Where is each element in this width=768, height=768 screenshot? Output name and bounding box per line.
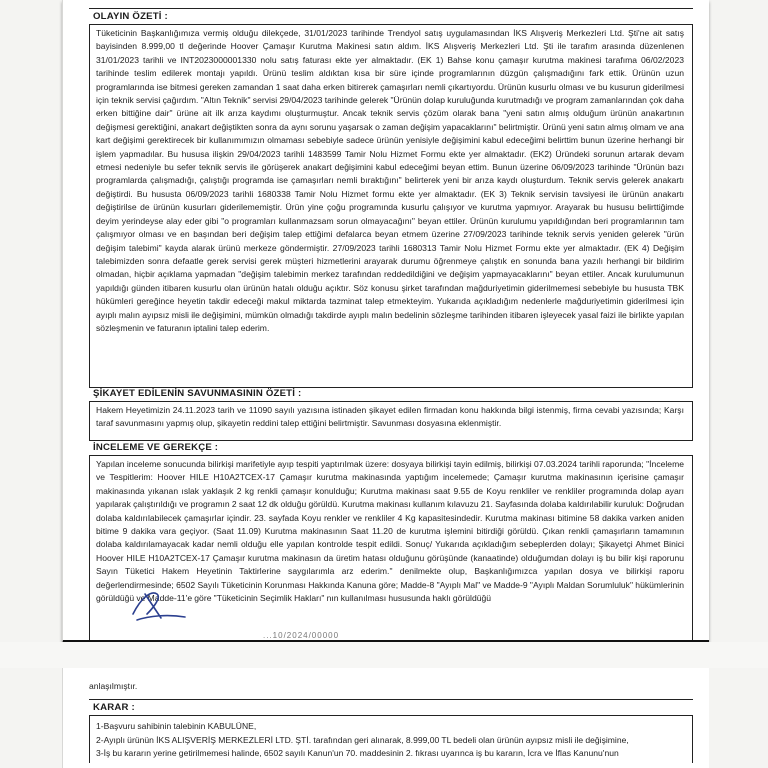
olay-text: Tüketicinin Başkanlığımıza vermiş olduğu dilekçede, 31/01/2023 tarihinde Trendyol satış uygulamasından İKS Alışveriş Merkezleri Ltd. Şti'ne ait satış bayisinden 8.999,00 tl değerinde Hoover Çamaşır Kurutma Makinesi satın aldım. İKS Alışveriş Merkezleri Ltd. Şti ile tarafım arasında düzenlenen 31/01/2023 tarihli ve INT2023000001330 nolu satış faturası ekte yer almaktadır. (EK 1) Bahse konu çamaşır kurutma makinesi tarafıma 06/02/2023 tarihinde teslim edilerek montajı yapıldı. Ürünü teslim aldıktan kısa bir süre içinde programlarının düzgün çalışmadığını fark ettik. Ürünün uzun programlarında ise bitmesi gereken zamandan 1 saat daha erken bitirerek çamaşırları nemli çıkartıyordu. Ürünün kusurlu olması ve bu kusurun giderilmesi için teknik servisi çağırdım. "Altın Teknik" servisi 29/04/2023 tarihinde gelerek "Ürünün dolap kuruluğunda kurutmadığı ve program zamanlarından çok daha erken bittiğine dair" ürüne ait ilk arıza kaydımı oluşturmuştur. Ancak teknik servis çözüm olarak bana "yeni satın almış olduğum ürünün anakartının değişmesi gerektiğini, anakart değiştikten sonra da aynı sorunu yaşarsak o zaman değişim yapacaklarını" belirtmiştir. Ürünü yeni satın almış olmam ve ana kart değişimi gerektirecek bir kullanımımızın olmaması sebebiyle sadece ürünün yenisiyle değişimini kabul edeceğimi belirttim bunun üzerine herhangi bir işlem yapmadılar. Bu hususa ilişkin 29/04/2023 tarihli 1483599 Tamir Nolu Hizmet Formu ekte yer almaktadır. (EK2) Üründeki sorunun artarak devam etmesi nedeniyle bu sefer teknik servis ile görüşerek anakart değişimini kabul edeceğimi beyan ettim. Bunun üzerine 06/09/2023 tarihinde "Ürünün bazı programlarda çalışmadığı, çalıştığı programda ise çamaşırları nemli bıraktığını" belirterek yeni bir arıza kaydı oluşturdum. Teknik servis gelerek anakartı değiştirdi. Bu hususta 06/09/2023 tarihli 1680338 Tamir Nolu Hizmet formu ekte yer almaktadır. (EK 3) Teknik servisin tavsiyesi ile ürünün anakartı değiştirilse de ürünün kusurları giderilememiştir. Ürün yine çoğu programında kusurlu çalışıyor ve kurutma yapmıyor. Arayarak bu hususu belirttiğimde deyim yerindeyse alay eder gibi "o programları kullanmazsam sorun olmayacağını" beyan ettiler. Ürünün kurulumu yapıldığından beri programlarının tam çalışmıyor olması ve en başından beri değişim talep ettiğimi defalarca beyan etmem üzerine 27/09/2023 tarihinde teknik servis yeniden gelerek "ürün değişim talebimi" kayda alarak ürünü merkeze göndermiştir. 27/09/2023 tarihli 1680313 Tamir Nolu Hizmet Formu ekte yer almaktadır. (EK 4) Değişim talebimizden sonra defaatle gerek servisi gerek müşteri hizmetlerini arayarak durumu öğrenmeye çalıştık en sonunda bana yazılı herhangi bir bildirim olmadan, hiçbir açıklama yapmadan "değişim talebimin merkez tarafından reddedildiğini ve değişim yapmayacaklarını" beyan ettiler. Ancak kurulumunun yapıldığı günden itibaren kusurlu olan ürünün hatalı olduğu açıktır. Söz konusu şirket tarafından mağduriyetimin giderilmemesi sebebiyle bu hususta TBK hükümleri gereğince heyetin takdir edeceği makul miktarda tazminat talep etmekteyim. Yukarıda açıkladığım nedenlerle mağduriyetimin giderilmesi için ayıplı malın ayıpsız misli ile değişimini, mümkün olmadığı takdirde ayıplı malın bedelinin sözleşme tarihinden itibaren işleyecek yasal faizi ile birlikte yapılan sözleşmenin ve faturanın iptalini talep ederim.: [96, 28, 684, 333]
document-page-2: [62, 668, 709, 768]
savunma-text: Hakem Heyetimizin 24.11.2023 tarih ve 11090 sayılı yazısına istinaden şikayet edilen firmadan konu hakkında bilgi istenmiş, firma cevabi yazısında; Karşı taraf savunmasını yapmış olup, şikayetin reddini talep ettiğini belirtmiştir. Savunması dosyasına eklenmiştir.: [96, 405, 684, 429]
section-olay: [89, 8, 693, 388]
page-gap: [0, 642, 768, 668]
savunma-heading: ŞİKAYET EDİLENİN SAVUNMASININ ÖZETİ :: [93, 388, 302, 399]
inceleme-text: Yapılan inceleme sonucunda bilirkişi marifetiyle ayıp tespiti yaptırılmak üzere: dosyaya bilirkişi tayin edilmiş, bilirkişi 07.03.2024 tarihli raporunda; "İnceleme ve Tespitlerim: Hoover HILE H10A2TCEX-17 Çamaşır kurutma makinasında yaptığım incelemede; Çamaşır kurutma makinasının içerisine çamaşır makinasında yıkanan ıslak yaklaşık 2 kg renkli çamaşır konulduğu; Kurutma makinası saat 9.55 de Koyu renkliler ve renkliler programında dolap ayarı yapılarak çalıştırıldığı ve programın 2 saat 12 dk olduğu görüldü. Kurutma makinası kullanım kılavuzu 21. Sayfasında dolaba kaldırılabilir kuruluk: Doğrudan dolaba kaldırılabilecek çamaşırlar içindir. 23. sayfada Koyu renkler ve renkliler 4 Kg kapasitesindedir. Kurutma makinası bitimine 58 dakika varken aniden bitime 9 dakika vara geçiyor. (Saat 11.09) Kurutma makinasının Saat 11.20 de kurutma işlemini bitirdiği görüldü. Çıkan renkli çamaşırların tamamının dolaba kaldırılamayacak kadar nemli olduğu elle yapılan kontrolde tespit edildi. Sonuç/ Yukarıda açıkladığım sebeplerden dolayı; Şikayetçi Ahmet Binici Hoover HILE H10A2TCEX-17 Çamaşır kurutma makinasın da üretim hatası olduğunu görüşünde (kanaatinde) olduğumdan dolayı iş bu bilir kişi raporunu Sayın Tüketici Hakem Heyetinin Taktirlerine saygılarımla arz ederim." denilmekte olup, Başkanlığımızca yapılan dosya ve bilirkişi raporu değerlendirmesinde; 6502 Sayılı Tüketicinin Korunması Hakkında Kanuna göre; Madde-8 "Ayıplı Mal" ve Madde-9 "Ayıplı Maldan Sorumluluk" hükümlerinin görüldüğü ve Madde-11'e göre "Tüketicinin Seçimlik Hakları" nın kullanılması hususunda haklı görüldüğü: [96, 459, 684, 604]
signature-mark: [127, 584, 197, 626]
olay-heading: OLAYIN ÖZETİ :: [89, 8, 693, 24]
karar-heading: KARAR :: [89, 699, 693, 715]
section-savunma: [89, 386, 693, 441]
inceleme-heading: İNCELEME VE GEREKÇE :: [93, 442, 219, 453]
document-page-1: [62, 0, 709, 644]
karar-item: 3-İş bu kararın yerine getirilmemesi halinde, 6502 sayılı Kanun'un 70. maddesinin 2. fıkrası uyarınca iş bu kararın, İcra ve İflas Kanunu'nun: [96, 748, 619, 759]
page-2-content: [89, 680, 693, 763]
olay-box: [89, 24, 693, 388]
karar-item: 2-Ayıplı ürünün İKS ALIŞVERİŞ MERKEZLERİ LTD. ŞTİ. tarafından geri alınarak, 8.999,00 TL bedeli olan ürünün ayıpsız misli ile değişimine,: [96, 734, 629, 745]
footer-number: ...10/2024/00000: [263, 631, 340, 640]
savunma-box: [89, 401, 693, 441]
karar-box: [89, 715, 693, 762]
karar-item: 1-Başvuru sahibinin talebinin KABULÜNE,: [96, 721, 257, 732]
continuation-text: anlaşılmıştır.: [89, 681, 138, 691]
